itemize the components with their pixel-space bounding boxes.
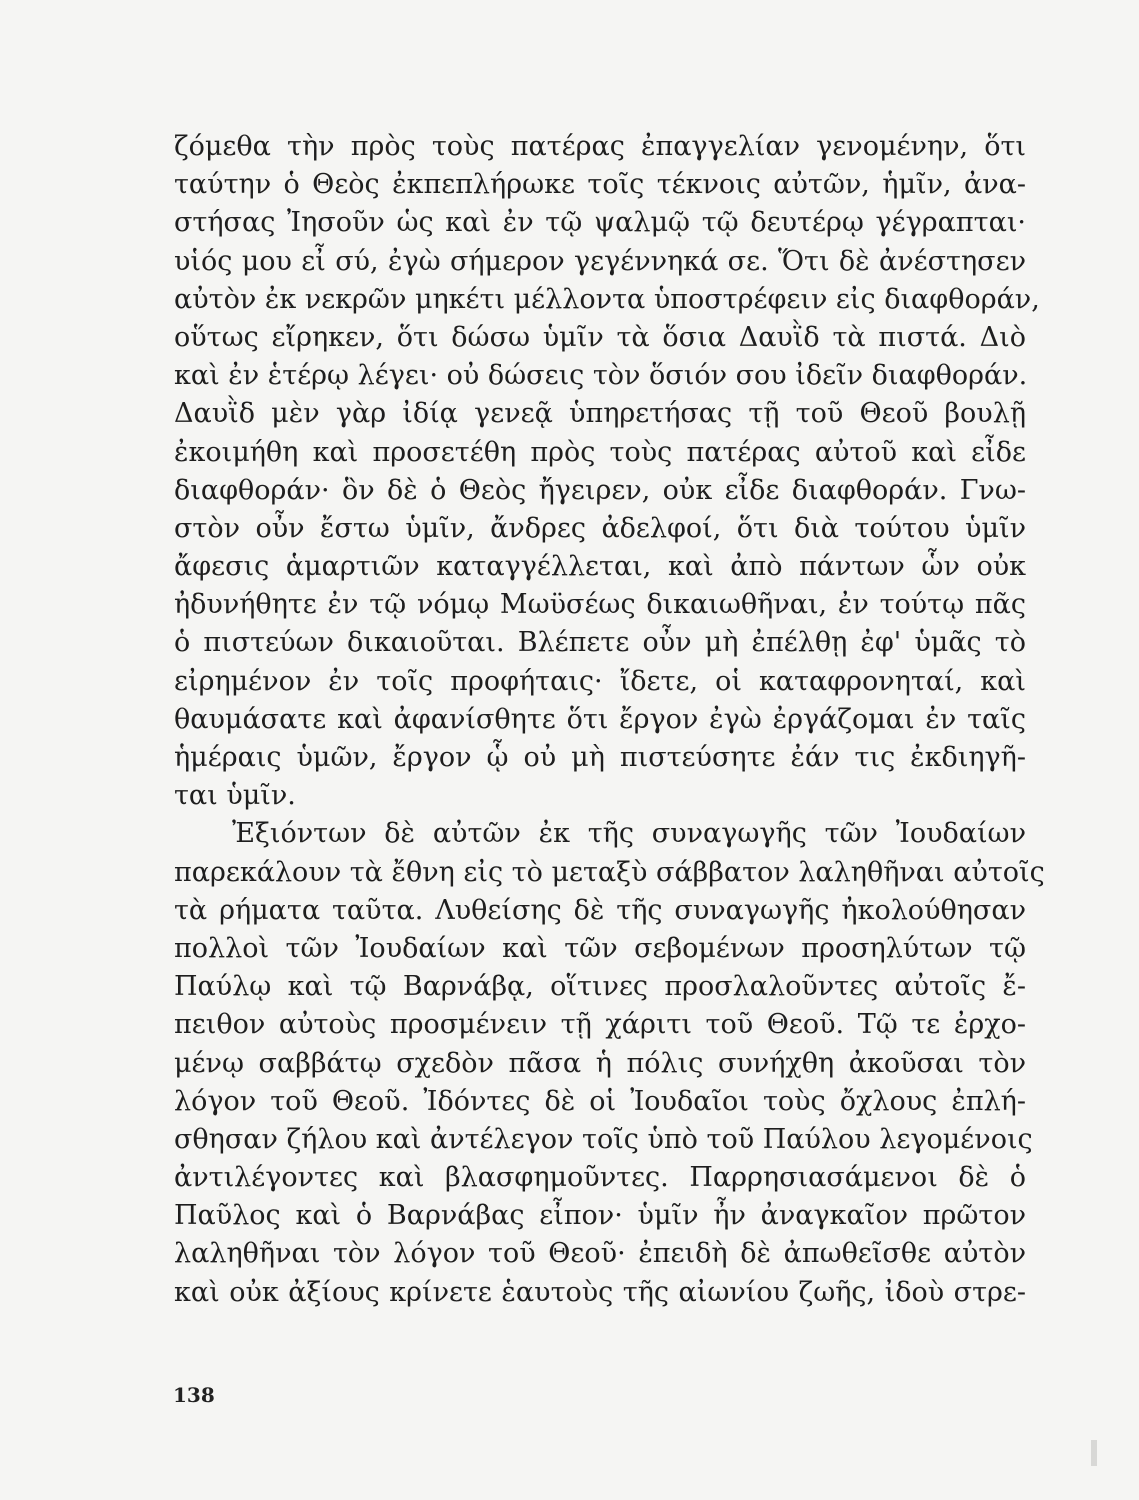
text-line: παρεκάλουν τὰ ἔθνη εἰς τὸ μεταξὺ σάββατον λαληθῆναι αὐτοῖς	[174, 856, 1045, 888]
text-line: ἠδυνήθητε ἐν τῷ νόμῳ Μωϋσέως δικαιωθῆναι, ἐν τούτῳ πᾶς	[174, 589, 1026, 621]
text-line: ἄφεσις ἁμαρτιῶν καταγγέλλεται, καὶ ἀπὸ πάντων ὧν οὐκ	[174, 551, 1026, 583]
text-line: καὶ ἐν ἑτέρῳ λέγει· οὐ δώσεις τὸν ὅσιόν σου ἰδεῖν διαφθοράν.	[174, 360, 1028, 392]
text-line: υἱός μου εἶ σύ, ἐγὼ σήμερον γεγέννηκά σε. Ὅτι δὲ ἀνέστησεν	[174, 245, 1026, 277]
text-line: θαυμάσατε καὶ ἀφανίσθητε ὅτι ἔργον ἐγὼ ἐργάζομαι ἐν ταῖς	[174, 703, 1026, 735]
text-line: στήσας Ἰησοῦν ὡς καὶ ἐν τῷ ψαλμῷ τῷ δευτέρῳ γέγραπται·	[174, 207, 1026, 239]
text-line: τὰ ρήματα ταῦτα. Λυθείσης δὲ τῆς συναγωγῆς ἠκολούθησαν	[174, 894, 1026, 926]
text-line: σθησαν ζήλου καὶ ἀντέλεγον τοῖς ὑπὸ τοῦ Παύλου λεγομένοις	[174, 1123, 1033, 1155]
text-line: πολλοὶ τῶν Ἰουδαίων καὶ τῶν σεβομένων προσηλύτων τῷ	[174, 932, 1026, 964]
text-line: ἡμέραις ὑμῶν, ἔργον ᾧ οὐ μὴ πιστεύσητε ἐάν τις ἐκδιηγῆ-	[174, 742, 1026, 773]
text-line: λόγον τοῦ Θεοῦ. Ἰδόντες δὲ οἱ Ἰουδαῖοι τοὺς ὄχλους ἐπλή-	[174, 1085, 1026, 1117]
paragraph-end-line: ται ὑμῖν.	[174, 780, 296, 812]
text-line: ταύτην ὁ Θεὸς ἐκπεπλήρωκε τοῖς τέκνοις αὐτῶν, ἡμῖν, ἀνα-	[174, 169, 1026, 201]
text-line: οὕτως εἴρηκεν, ὅτι δώσω ὑμῖν τὰ ὅσια Δαυῒδ τὰ πιστά. Διὸ	[174, 321, 1026, 353]
text-line: λαληθῆναι τὸν λόγον τοῦ Θεοῦ· ἐπειδὴ δὲ ἀπωθεῖσθε αὐτὸν	[174, 1238, 1026, 1270]
text-line: ἀντιλέγοντες καὶ βλασφημοῦντες. Παρρησιασάμενοι δὲ ὁ	[174, 1162, 1026, 1194]
text-line: μένῳ σαββάτῳ σχεδὸν πᾶσα ἡ πόλις συνήχθη ἀκοῦσαι τὸν	[174, 1047, 1026, 1079]
text-line: Παύλῳ καὶ τῷ Βαρνάβᾳ, οἵτινες προσλαλοῦντες αὐτοῖς ἔ-	[174, 971, 1026, 1003]
text-line: Παῦλος καὶ ὁ Βαρνάβας εἶπον· ὑμῖν ἦν ἀναγκαῖον πρῶτον	[174, 1200, 1026, 1232]
text-line: ζόμεθα τὴν πρὸς τοὺς πατέρας ἐπαγγελίαν γενομένην, ὅτι	[174, 131, 1026, 162]
text-line: καὶ οὐκ ἀξίους κρίνετε ἑαυτοὺς τῆς αἰωνίου ζωῆς, ἰδοὺ στρε-	[174, 1276, 1026, 1308]
page-number: 138	[173, 1383, 215, 1407]
text-line: αὐτὸν ἐκ νεκρῶν μηκέτι μέλλοντα ὑποστρέφειν εἰς διαφθοράν,	[174, 283, 1040, 315]
text-line: εἰρημένον ἐν τοῖς προφήταις· ἴδετε, οἱ καταφρονηταί, καὶ	[174, 665, 1026, 697]
paragraph-start-line: Ἐξιόντων δὲ αὐτῶν ἐκ τῆς συναγωγῆς τῶν Ἰουδαίων	[232, 818, 1026, 850]
page-edge-mark	[1091, 1440, 1097, 1466]
body-text	[174, 128, 1045, 1312]
text-line: στὸν οὖν ἔστω ὑμῖν, ἄνδρες ἀδελφοί, ὅτι διὰ τούτου ὑμῖν	[174, 512, 1026, 544]
text-line: διαφθοράν· ὃν δὲ ὁ Θεὸς ἤγειρεν, οὐκ εἶδε διαφθοράν. Γνω-	[174, 474, 1026, 506]
text-line: ὁ πιστεύων δικαιοῦται. Βλέπετε οὖν μὴ ἐπέλθῃ ἐφ' ὑμᾶς τὸ	[174, 627, 1026, 659]
text-line: πειθον αὐτοὺς προσμένειν τῇ χάριτι τοῦ Θεοῦ. Τῷ τε ἐρχο-	[174, 1009, 1026, 1041]
text-line: Δαυῒδ μὲν γὰρ ἰδίᾳ γενεᾷ ὑπηρετήσας τῇ τοῦ Θεοῦ βουλῇ	[174, 398, 1026, 430]
text-line: ἐκοιμήθη καὶ προσετέθη πρὸς τοὺς πατέρας αὐτοῦ καὶ εἶδε	[174, 436, 1026, 468]
